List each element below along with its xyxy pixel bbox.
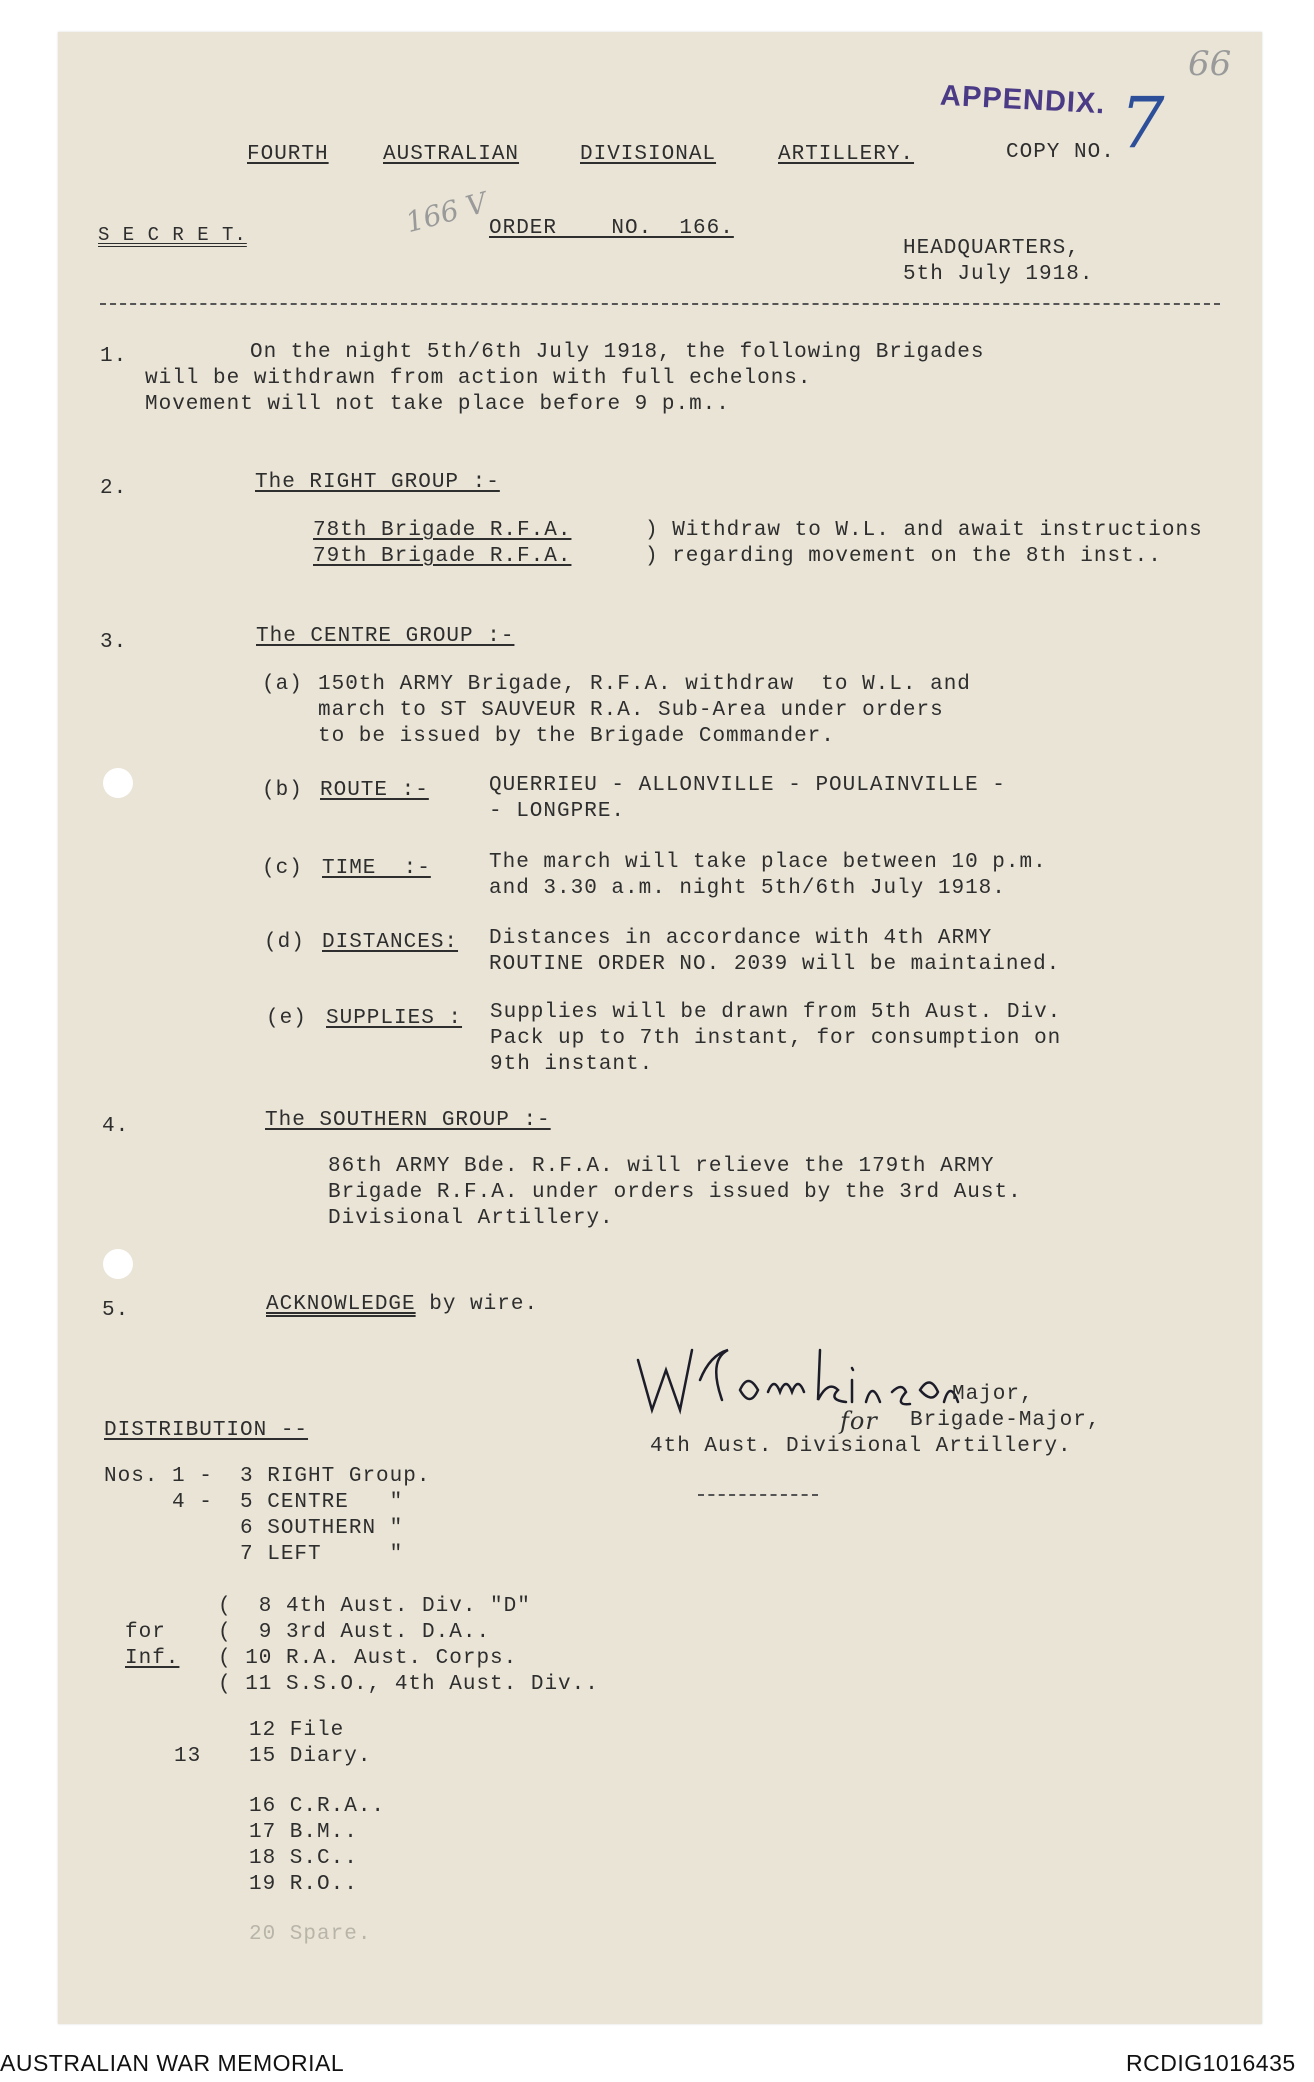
distribution-line-2: 4 - 5 CENTRE " [104, 1491, 404, 1514]
file-line: 12 File [249, 1719, 345, 1742]
right-group-instruction-1: ) Withdraw to W.L. and await instructions [645, 519, 1203, 542]
margin-13: 13 [174, 1745, 202, 1768]
southern-line-1: 86th ARMY Bde. R.F.A. will relieve the 179th ARMY [328, 1155, 995, 1178]
brigade-79: 79th Brigade R.F.A. [313, 545, 572, 568]
order-date: 5th July 1918. [903, 263, 1094, 286]
staff-line-1: 16 C.R.A.. [249, 1795, 386, 1818]
southern-group-heading: The SOUTHERN GROUP :- [265, 1109, 551, 1132]
punch-hole-top [103, 768, 133, 798]
header-divider [100, 303, 1220, 305]
acknowledge-rest: by wire. [415, 1293, 539, 1316]
info-line-4: ( 11 S.S.O., 4th Aust. Div.. [218, 1673, 599, 1696]
signature-rank: Major, [952, 1383, 1034, 1406]
signature-unit: 4th Aust. Divisional Artillery. [650, 1435, 1072, 1458]
appendix-number: 7 [1120, 82, 1165, 164]
supplies-line-3: 9th instant. [490, 1053, 654, 1076]
info-label-for: for [125, 1621, 166, 1644]
route-line-2: - LONGPRE. [489, 800, 626, 823]
distances-key: DISTANCES: [322, 931, 459, 954]
distribution-line-1: Nos. 1 - 3 RIGHT Group. [104, 1465, 431, 1488]
southern-line-3: Divisional Artillery. [328, 1207, 614, 1230]
signature-role: Brigade-Major, [910, 1409, 1101, 1432]
appendix-stamp: APPENDIX. [939, 79, 1107, 121]
distribution-line-3: 6 SOUTHERN " [104, 1517, 404, 1540]
item-d-label: (d) [264, 931, 305, 954]
footer-reference-id: RCDIG1016435 [1126, 2050, 1296, 2076]
page-number: 66 [1188, 44, 1232, 84]
para-5-number: 5. [102, 1299, 130, 1322]
headquarters-label: HEADQUARTERS, [903, 237, 1080, 260]
item-c-label: (c) [262, 857, 303, 880]
title-word-4: ARTILLERY. [778, 143, 915, 166]
para-1-line-2: will be withdrawn from action with full echelons. [145, 367, 812, 390]
info-line-2: ( 9 3rd Aust. D.A.. [218, 1621, 491, 1644]
supplies-line-2: Pack up to 7th instant, for consumption on [490, 1027, 1062, 1050]
title-word-3: DIVISIONAL [580, 143, 717, 166]
right-group-instruction-2: ) regarding movement on the 8th inst.. [645, 545, 1162, 568]
signature-divider [698, 1494, 818, 1496]
item-e-label: (e) [266, 1007, 307, 1030]
brigade-78: 78th Brigade R.F.A. [313, 519, 572, 542]
acknowledge-word: ACKNOWLEDGE [266, 1293, 416, 1316]
pencil-note: 166 V [402, 185, 491, 240]
secret-classification: S E C R E T. [98, 224, 247, 246]
staff-line-3: 18 S.C.. [249, 1847, 358, 1870]
punch-hole-bottom [103, 1249, 133, 1279]
distribution-line-4: 7 LEFT " [104, 1543, 404, 1566]
para-3-number: 3. [100, 631, 128, 654]
item-a-line-3: to be issued by the Brigade Commander. [318, 725, 835, 748]
handwritten-signature [630, 1330, 970, 1420]
diary-line: 15 Diary. [249, 1745, 372, 1768]
signature-for: for [840, 1407, 878, 1435]
item-a-line-1: 150th ARMY Brigade, R.F.A. withdraw to W.L. and [318, 673, 971, 696]
item-b-label: (b) [262, 779, 303, 802]
order-number: ORDER NO. 166. [489, 217, 734, 240]
footer-archive-name: AUSTRALIAN WAR MEMORIAL [0, 2050, 345, 2076]
info-line-3: ( 10 R.A. Aust. Corps. [218, 1647, 518, 1670]
staff-line-4: 19 R.O.. [249, 1873, 358, 1896]
para-1-number: 1. [100, 345, 128, 368]
item-a-line-2: march to ST SAUVEUR R.A. Sub-Area under orders [318, 699, 944, 722]
right-group-heading: The RIGHT GROUP :- [255, 471, 500, 494]
para-1-line-1: On the night 5th/6th July 1918, the following Brigades [250, 341, 985, 364]
distribution-heading: DISTRIBUTION -- [104, 1419, 309, 1442]
title-word-2: AUSTRALIAN [383, 143, 520, 166]
spare-line: 20 Spare. [249, 1923, 372, 1946]
para-2-number: 2. [100, 477, 128, 500]
item-a-label: (a) [262, 673, 303, 696]
distances-line-2: ROUTINE ORDER NO. 2039 will be maintained. [489, 953, 1061, 976]
acknowledge-line [266, 1292, 538, 1318]
route-line-1: QUERRIEU - ALLONVILLE - POULAINVILLE - [489, 774, 1006, 797]
southern-line-2: Brigade R.F.A. under orders issued by the 3rd Aust. [328, 1181, 1022, 1204]
copy-number-label: COPY NO. [1006, 141, 1115, 164]
supplies-line-1: Supplies will be drawn from 5th Aust. Div. [490, 1001, 1062, 1024]
para-4-number: 4. [102, 1115, 130, 1138]
title-word-1: FOURTH [247, 143, 329, 166]
staff-line-2: 17 B.M.. [249, 1821, 358, 1844]
time-key: TIME :- [322, 857, 431, 880]
time-line-1: The march will take place between 10 p.m. [489, 851, 1047, 874]
centre-group-heading: The CENTRE GROUP :- [256, 625, 515, 648]
distances-line-1: Distances in accordance with 4th ARMY [489, 927, 993, 950]
supplies-key: SUPPLIES : [326, 1007, 463, 1030]
time-line-2: and 3.30 a.m. night 5th/6th July 1918. [489, 877, 1006, 900]
route-key: ROUTE :- [320, 779, 429, 802]
info-line-1: ( 8 4th Aust. Div. "D" [218, 1595, 531, 1618]
para-1-line-3: Movement will not take place before 9 p.m.. [145, 393, 730, 416]
info-label-inf: Inf. [125, 1647, 180, 1670]
